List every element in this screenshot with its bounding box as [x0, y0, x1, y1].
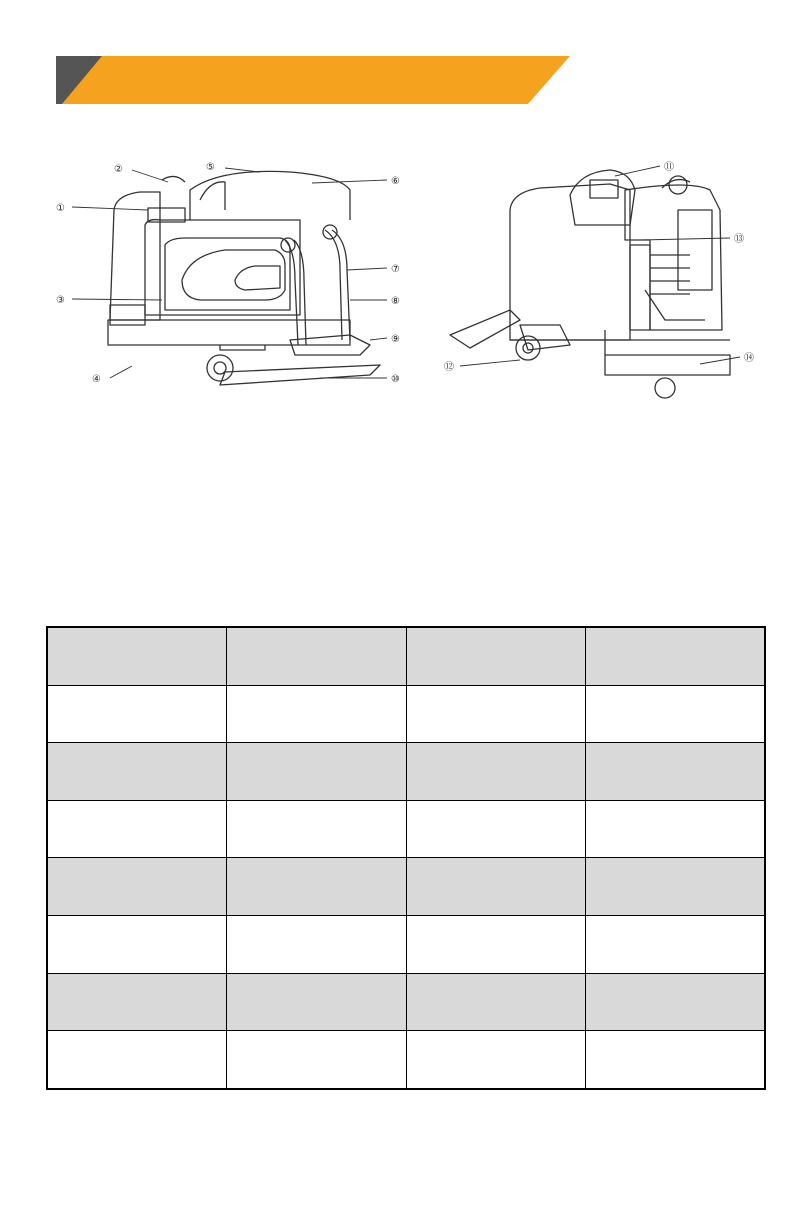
callout-10: ⑩: [391, 374, 400, 385]
table-cell: [586, 743, 766, 801]
front-view-machine: [108, 171, 380, 385]
table-cell: [586, 973, 766, 1031]
table-cell: [227, 916, 407, 974]
table-cell: [47, 800, 227, 858]
machine-diagram: [50, 150, 770, 420]
table-cell: [586, 1031, 766, 1089]
table-row: [47, 743, 765, 801]
table-cell: [47, 743, 227, 801]
machine-illustration: [50, 150, 770, 420]
table-cell: [227, 800, 407, 858]
table-cell: [47, 973, 227, 1031]
table-cell: [406, 627, 586, 685]
table-row: [47, 627, 765, 685]
table-cell: [406, 743, 586, 801]
table-cell: [47, 685, 227, 743]
section-banner: [56, 56, 570, 104]
table-row: [47, 973, 765, 1031]
callout-12: ⑫: [444, 362, 454, 373]
table-cell: [586, 916, 766, 974]
table-cell: [406, 858, 586, 916]
table-cell: [227, 973, 407, 1031]
callout-7: ⑦: [391, 264, 400, 275]
callout-6: ⑥: [391, 176, 400, 187]
table-cell: [586, 627, 766, 685]
callout-1: ①: [56, 203, 65, 214]
table-cell: [227, 1031, 407, 1089]
callout-3: ③: [56, 295, 65, 306]
table-cell: [227, 627, 407, 685]
table-cell: [406, 800, 586, 858]
callout-4: ④: [92, 374, 101, 385]
table-cell: [227, 743, 407, 801]
table-cell: [47, 1031, 227, 1089]
table-row: [47, 1031, 765, 1089]
banner-bar: [56, 56, 570, 104]
table-cell: [47, 916, 227, 974]
callout-9: ⑨: [391, 334, 400, 345]
callout-2: ②: [114, 164, 123, 175]
table-cell: [227, 858, 407, 916]
parts-table: [46, 626, 766, 1090]
callout-11: ⑪: [664, 162, 674, 173]
table-cell: [227, 685, 407, 743]
table-row: [47, 916, 765, 974]
table-cell: [406, 916, 586, 974]
table-cell: [47, 627, 227, 685]
table-cell: [586, 858, 766, 916]
table-cell: [406, 1031, 586, 1089]
rear-view-machine: [450, 170, 730, 398]
callout-8: ⑧: [391, 296, 400, 307]
table-row: [47, 800, 765, 858]
table-cell: [47, 858, 227, 916]
leader-lines: [72, 166, 740, 378]
table-cell: [406, 685, 586, 743]
callout-5: ⑤: [206, 162, 215, 173]
table-cell: [586, 685, 766, 743]
callout-13: ⑬: [734, 234, 744, 245]
table-row: [47, 685, 765, 743]
table-cell: [586, 800, 766, 858]
table-row: [47, 858, 765, 916]
callout-14: ⑭: [744, 353, 754, 364]
table-cell: [406, 973, 586, 1031]
